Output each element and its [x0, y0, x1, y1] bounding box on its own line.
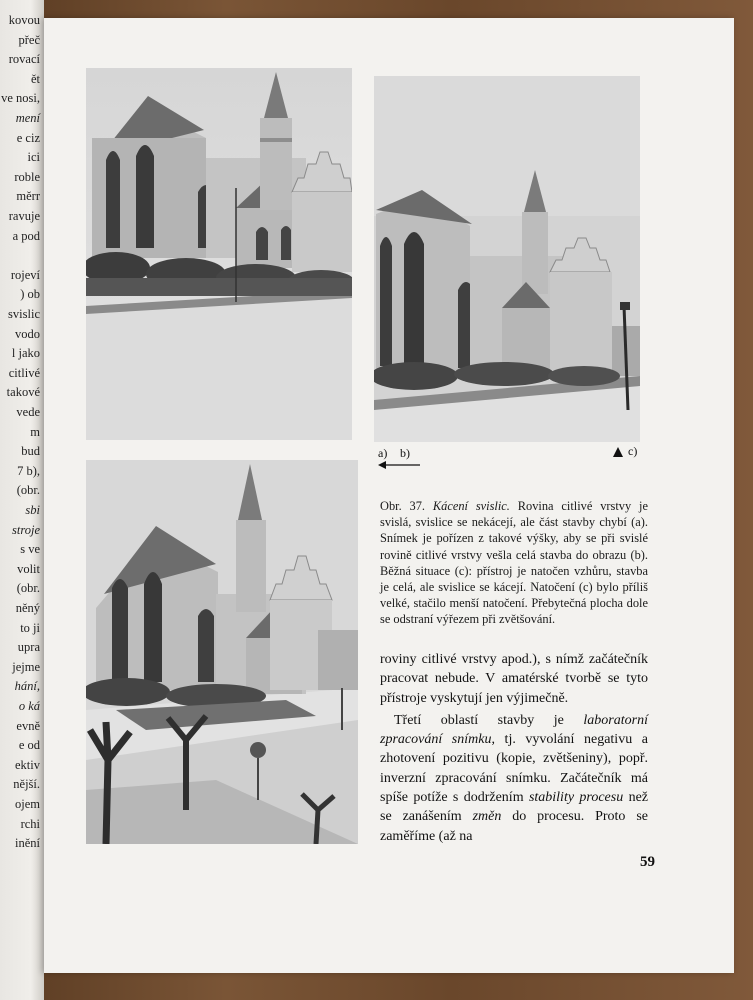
caption-title: Kácení svislic. [432, 499, 510, 513]
left-page-fragment: bud [21, 444, 40, 459]
left-page-fragment: ve nosi, [1, 91, 40, 106]
page-number: 59 [640, 854, 655, 870]
label-a: a) [378, 446, 388, 460]
body-text [380, 650, 648, 846]
left-page-fragment: něný [15, 601, 40, 615]
left-page-fragment: sbi [25, 503, 40, 517]
paragraph-2: Třetí oblastí stavby je laboratorní zpracování snímku, tj. vyvolání negativu a zhotovení pozitivu (kopie, zvětšeniny), popř. inverzní zpracování snímku. Začátečník má spíše potíže s dodržením stability procesu než se zanášením změn do procesu. Proto se zaměříme (až na [380, 712, 648, 844]
left-page-fragment: (obr. [16, 483, 40, 498]
caption-body: Rovina citlivé vrstvy je svislá, svislice se nekácejí, ale část stavby chybí (a). Snímek je pořízen z takové výšky, aby se při svislé rovině citlivé vrstvy vešla celá stavba do obrazu (b). Běžná situace (c): přístroj je natočen vzhůru, stavba je celá, ale svislice se kácejí. Natočení (c) bylo příliš velké, stačilo menší natočení. Přebytečná plocha dole se odstraní výřezem při zvětšování. [380, 499, 648, 627]
left-page-fragment: o ká [18, 699, 40, 713]
arrow-left-icon [378, 460, 420, 470]
left-page-fragment: 7 b), [17, 463, 40, 478]
left-page-fragment: vodo [15, 326, 40, 341]
left-page-fragment: e ciz [16, 130, 40, 145]
left-page-fragment: hání, [14, 679, 40, 694]
left-page-fragment: rchi [20, 816, 40, 831]
church-illustration-c [374, 76, 640, 442]
left-page-fragment: svislic [8, 307, 40, 321]
left-page-fragment: ravuje [8, 209, 40, 223]
left-page-fragment: evně [16, 718, 40, 733]
left-page-fragment: stroje [11, 522, 40, 537]
left-page-fragment: kovou [8, 13, 40, 27]
left-page-fragment: to ji [20, 620, 40, 635]
left-page-fragment: a pod [12, 228, 40, 243]
left-page-fragment: takové [6, 385, 40, 400]
left-page-fragment: ici [27, 150, 40, 165]
left-page-fragment: měrr [16, 189, 40, 204]
photo-c-church [374, 76, 640, 442]
left-page-fragment: s ve [20, 542, 40, 557]
left-page-fragment: citlivé [8, 365, 40, 380]
left-page-fragment: e od [18, 738, 40, 753]
left-page-fragment: upra [17, 640, 40, 655]
left-page-fragment: jejme [12, 659, 40, 674]
left-page-fragment: vede [16, 405, 40, 419]
figure-caption [380, 498, 648, 628]
left-page-fragment: nější. [13, 777, 40, 792]
left-page-fragment: rovací [8, 52, 40, 67]
church-illustration-b [86, 460, 358, 844]
left-page-fragment: ) ob [20, 287, 40, 302]
label-b: b) [400, 446, 410, 460]
left-page-fragment: přeč [18, 32, 40, 47]
left-page-fragment: l jako [11, 346, 40, 361]
photo-b-church [86, 460, 358, 844]
photo-a-church [86, 68, 352, 440]
left-page-fragment: rojeví [10, 267, 40, 282]
left-page-fragment: roble [14, 169, 40, 184]
left-page-fragment: (obr. [16, 581, 40, 596]
church-illustration-a [86, 68, 352, 440]
left-page-fragment: ektiv [15, 757, 40, 772]
left-page-fragment: m [30, 424, 40, 439]
left-page-fragment: volit [17, 561, 40, 576]
left-page-fragment: mení [15, 111, 40, 125]
caption-prefix: Obr. 37. [380, 499, 426, 513]
label-c: c) [628, 444, 638, 458]
left-page-fragment: ět [30, 71, 40, 86]
previous-page-edge [0, 0, 44, 1000]
book-page [44, 18, 734, 973]
left-page-fragment: inění [15, 836, 40, 851]
left-page-fragment: ojem [15, 797, 40, 811]
arrow-up-icon [612, 446, 624, 458]
paragraph-1: roviny citlivé vrstvy apod.), s nímž začátečník pracovat nebude. V amatérské tvorbě se tyto přístroje vyskytují jen výjimečně. [380, 652, 648, 706]
